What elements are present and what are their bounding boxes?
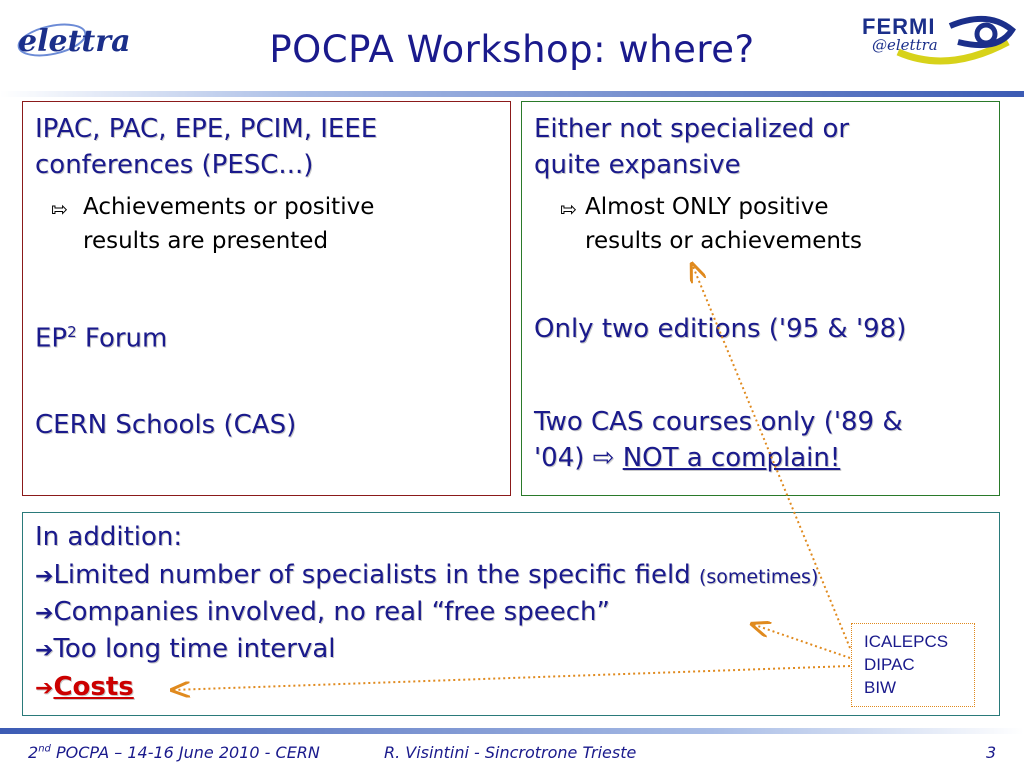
arrow-to-free-speech — [752, 624, 850, 658]
ep-rest: Forum — [76, 323, 168, 354]
elettra-logo-text: elettra — [18, 24, 131, 59]
footer-event — [28, 743, 320, 762]
arrow-to-costs — [172, 666, 850, 690]
arrow-bullet-icon: ➔ — [35, 676, 54, 701]
item2-text: Companies involved, no real “free speech” — [53, 597, 610, 627]
bottom-heading: In addition: — [35, 522, 183, 552]
arrow-bullet-icon: ➔ — [35, 564, 54, 589]
note-line3: BIW — [864, 678, 897, 697]
right-cas2-pre: '04) — [534, 443, 585, 473]
left-sub2: results are presented — [83, 228, 329, 254]
left-sub1: Achievements or positive — [83, 194, 375, 220]
footer-event-sup: nd — [38, 743, 51, 755]
right-sub1: Almost ONLY positive — [585, 194, 829, 220]
arrow-to-results — [692, 264, 850, 648]
right-line2: quite expansive — [534, 150, 741, 180]
item4-text: Costs — [53, 672, 134, 702]
footer-divider — [0, 728, 1024, 734]
right-line1: Either not specialized or — [534, 114, 850, 144]
right-editions: Only two editions ('95 & '98) — [534, 314, 907, 344]
footer-event-rest: POCPA – 14-16 June 2010 - CERN — [50, 743, 320, 762]
left-line2: conferences (PESC...) — [35, 150, 314, 180]
right-cas2-link: NOT a complain! — [622, 443, 841, 473]
arrow-right-icon: ⇨ — [592, 443, 615, 473]
item1-note: (sometimes) — [698, 566, 819, 588]
footer-author: R. Visintini - Sincrotrone Trieste — [384, 743, 637, 762]
right-sub2: results or achievements — [585, 228, 862, 254]
ep-base: EP — [35, 323, 68, 354]
arrow-bullet-icon: ➔ — [35, 601, 54, 626]
page-number: 3 — [986, 743, 997, 762]
note-line2: DIPAC — [864, 655, 915, 674]
hand-arrow-icon: ⇰ — [51, 197, 68, 221]
footer-event-pre: 2 — [28, 743, 39, 762]
left-cern: CERN Schools (CAS) — [35, 410, 297, 440]
fermi-logo-word: FERMI — [862, 14, 936, 39]
page-title: POCPA Workshop: where? — [269, 28, 755, 71]
item1-text: Limited number of specialists in the specific field — [53, 560, 691, 590]
hand-arrow-icon: ⇰ — [560, 197, 577, 221]
left-line1: IPAC, PAC, EPE, PCIM, IEEE — [35, 114, 378, 144]
right-cas1: Two CAS courses only ('89 & — [534, 407, 903, 437]
note-line1: ICALEPCS — [864, 632, 949, 651]
fermi-logo-sub: @elettra — [872, 36, 938, 54]
item3-text: Too long time interval — [53, 634, 336, 664]
arrow-bullet-icon: ➔ — [35, 638, 54, 663]
ep-sup: 2 — [67, 323, 77, 341]
